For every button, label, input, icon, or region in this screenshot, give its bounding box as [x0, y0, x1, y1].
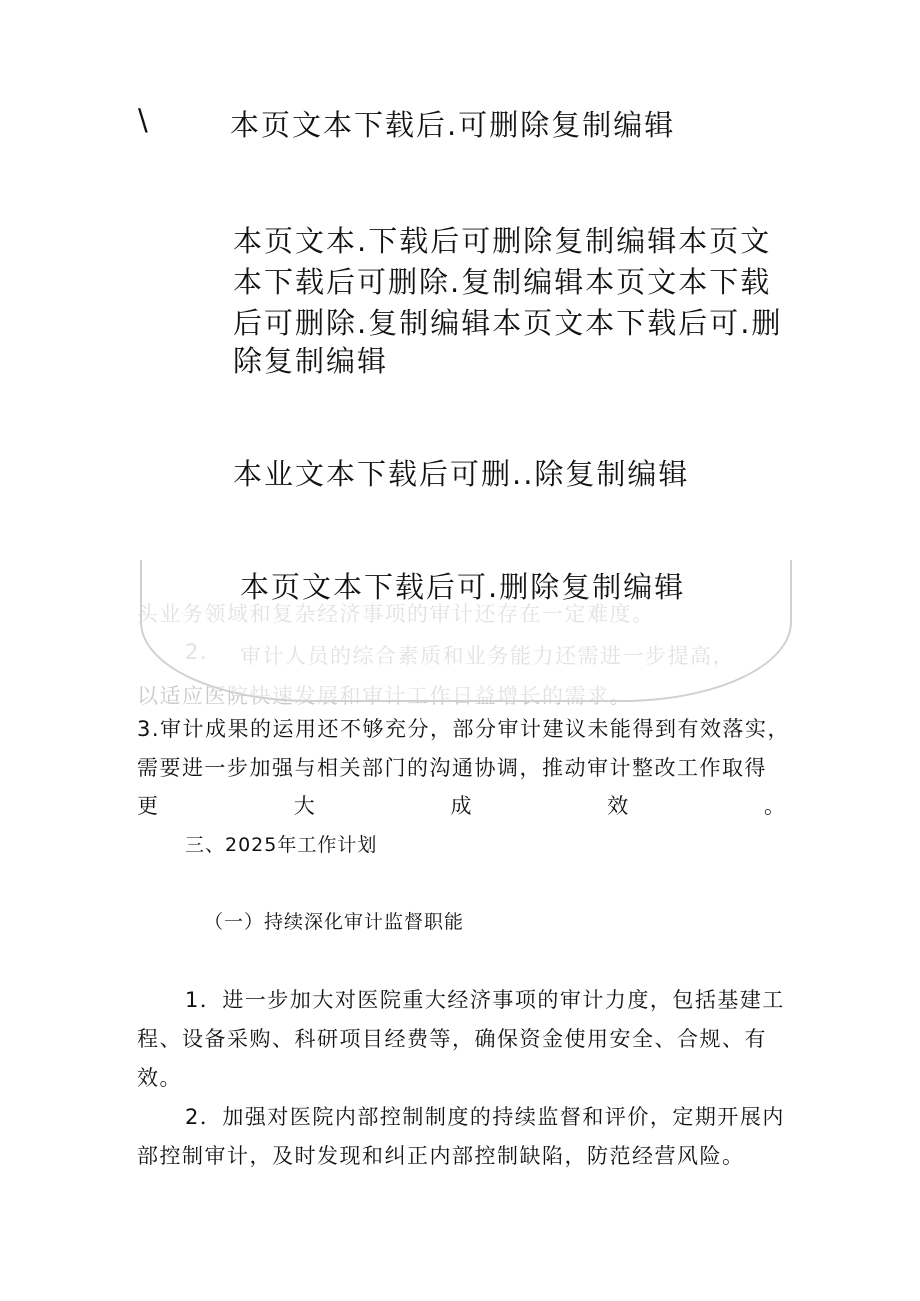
faded-line-2-num: 2.: [185, 640, 209, 664]
justified-char: 效: [607, 794, 629, 818]
justified-char: 。: [764, 794, 785, 818]
notice-line-3: 后可删除.复制编辑本页文本下载后可.删: [233, 306, 783, 340]
notice-line-1: 本页文本.下载后可删除复制编辑本页文: [233, 224, 772, 258]
item-1-line-1: 1．进一步加大对医院重大经济事项的审计力度，包括基建工: [185, 988, 785, 1012]
paragraph-3-line-2: 需要进一步加强与相关部门的沟通协调，推动审计整改工作取得: [137, 756, 767, 780]
paragraph-3-line-3: [137, 790, 785, 820]
justified-char: 成: [450, 794, 472, 818]
item-2-line-1: 2．加强对医院内部控制制度的持续监督和评价，定期开展内: [185, 1105, 785, 1129]
justified-char: 大: [293, 794, 315, 818]
faded-line-1: 头业务领域和复杂经济事项的审计还存在一定难度。: [137, 602, 655, 626]
justified-char: 更: [137, 794, 158, 818]
header-notice: 本页文本下载后.可删除复制编辑: [230, 108, 676, 142]
section-3-title: 三、2025年工作计划: [185, 834, 378, 856]
subsection-1-title: （一）持续深化审计监督职能: [204, 911, 465, 933]
notice-line-last: 本页文本下载后可.删除复制编辑: [240, 570, 686, 604]
notice-line-2: 本下载后可删除.复制编辑本页文本下载: [233, 265, 772, 299]
paragraph-3-line-1: 3.审计成果的运用还不够充分，部分审计建议未能得到有效落实，: [137, 717, 791, 741]
faded-line-3: 以适应医院快速发展和审计工作日益增长的需求。: [137, 684, 632, 708]
backslash-mark: \: [138, 103, 150, 137]
item-1-line-3: 效。: [137, 1066, 182, 1090]
notice-line-single: 本业文本下载后可删..除复制编辑: [233, 457, 690, 491]
notice-line-4: 除复制编辑: [233, 344, 389, 378]
faded-line-2: 审计人员的综合素质和业务能力还需进一步提高，: [240, 644, 735, 668]
item-1-line-2: 程、设备采购、科研项目经费等，确保资金使用安全、合规、有: [137, 1027, 767, 1051]
item-2-line-2: 部控制审计，及时发现和纠正内部控制缺陷，防范经营风险。: [137, 1144, 745, 1168]
